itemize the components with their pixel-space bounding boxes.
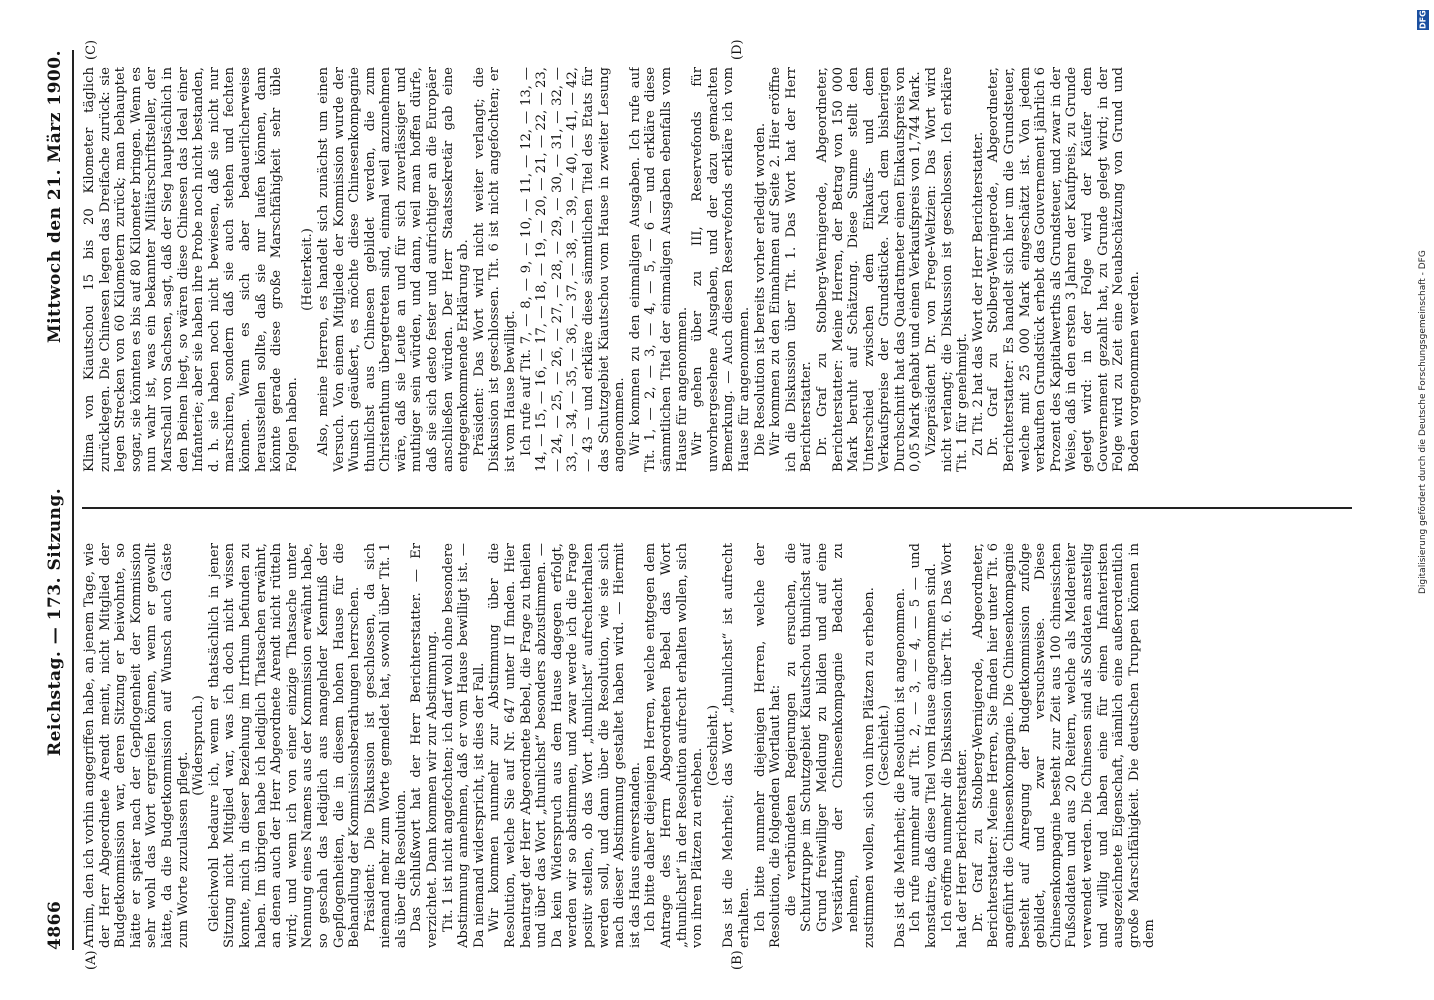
- interjection: (Geschieht.): [877, 704, 893, 787]
- paragraph: zustimmen wollen, sich von ihren Plätzen zu erheben.: [861, 587, 877, 948]
- session-date: Mittwoch den 21. März 1900.: [45, 50, 65, 344]
- paragraph: Präsident: Das Wort wird nicht weiter verlangt; die Diskussion ist geschlossen. Tit. 6 ist nicht angefochten; er ist vom Hause bewilligt.: [471, 67, 519, 472]
- header-rule: [72, 50, 74, 950]
- paragraph: Das ist die Mehrheit; das Wort „thunlichst“ ist aufrecht erhalten.: [721, 543, 752, 948]
- interjection: (Widerspruch.): [191, 695, 207, 796]
- paragraph: Ich rufe nunmehr auf Tit. 2, — 3, — 4, — 5 — und konstatire, daß diese Titel vom Hause angenommen sind.: [908, 543, 940, 948]
- paragraph: Also, meine Herren, es handelt sich zunächst um einen Versuch. Von einem Mitgliede der Kommission wurde der Wunsch geäußert, es möchte diese Chinesenkompagnie thunlichst aus Chinesen gebildet werden, die zum Christenthum übergetreten sind, einmal weil anzunehmen wäre, daß sie Leute an und für sich zuverlässiger und muthiger sein würden, und dann, weil man hoffen dürfe, daß sie sich desto fester und aufrichtiger an die Europäer anschließen würden. Der Herr Staatssekretär gab eine entgegenkommende Erklärung ab.: [315, 67, 472, 472]
- dfg-stamp: DFG: [1418, 10, 1428, 30]
- paragraph: Wir kommen zu den einmaligen Ausgaben. Ich rufe auf Tit. 1, — 2, — 3, — 4, — 5, — 6 — und erkläre diese sämmtlichen Titel der einmaligen Ausgaben ebenfalls vom Hause für angenommen.: [627, 67, 690, 472]
- paragraph: Wir gehen über zu III, Reservefonds für unvorhergesehene Ausgaben, und der dazu gemachten Bemerkung. — Auch diesen Reservefonds erkläre ich vom Hause für angenommen.: [690, 67, 752, 472]
- paragraph: Ich bitte nunmehr diejenigen Herren, welche der Resolution, die folgenden Wortlaut hat:: [752, 543, 784, 948]
- paragraph: Dr. Graf zu Stolberg-Wernigerode, Abgeordneter, Berichterstatter: Meine Herren, der Betrag von 150 000 Mark beruht auf Schätzung. Diese Summe stellt den Unterschied zwischen dem Einkaufs- und dem Verkaufspreise der Grundstücke. Nach dem bisherigen Durchschnitt hat das Quadratmeter einen Einkaufspreis von 0,05 Mark gehabt und einen Verkaufspreis von 1,744 Mark.: [814, 67, 924, 472]
- paragraph: Zu Tit. 2 hat das Wort der Herr Berichterstatter.: [970, 131, 986, 456]
- paragraph: Ich bitte daher diejenigen Herren, welche entgegen dem Antrage des Herrn Abgeordneten Bebel das Wort „thunlichst“ in der Resolution aufrecht erhalten wollen, sich von ihren Plätzen zu erheben.: [643, 543, 706, 948]
- digitization-note: Digitalisierung gefördert durch die Deutsche Forschungsgemeinschaft - DFG: [1418, 250, 1428, 594]
- right-column: [82, 67, 1352, 472]
- margin-marker-c: (C): [84, 39, 99, 60]
- interjection: (Heiterkeit.): [300, 228, 316, 311]
- paragraph: Vizepräsident Dr. von Frege-Weltzien: Das Wort wird nicht verlangt; die Diskussion ist geschlossen. Ich erkläre Tit. 1 für genehmigt.: [924, 67, 971, 472]
- session-title: Reichstag. — 173. Sitzung.: [45, 487, 65, 757]
- column-divider: [82, 507, 1352, 509]
- page-number: 4866: [45, 900, 65, 950]
- margin-marker-d: (D): [730, 39, 745, 60]
- paragraph: Das Schlußwort hat der Herr Berichterstatter. — Er verzichtet. Dann kommen wir zur Abstimmung.: [409, 543, 441, 948]
- paragraph: Ich rufe auf Tit. 7, — 8, — 9, — 10, — 11, — 12, — 13, — 14, — 15, — 16, — 17, — 18, — 19, — 20, — 21, — 22, — 23, — 24, — 25, — 26, — 27, — 28, — 29, — 30, — 31, — 32, — 33, — 34, — 35, — 36, — 37, — 38, — 39, — 40, — 41, — 42, — 43 — und erkläre diese sämmtlichen Titel des Etats für das Schutzgebiet Kiautschou vom Hause in zweiter Lesung angenommen.: [518, 67, 628, 472]
- paragraph: Dr. Graf zu Stolberg-Wernigerode, Abgeordneter, Berichterstatter: Es handelt sich hier um die Grundsteuer, welche mit 25 000 Mark eingeschätzt ist. Von jedem verkauften Grundstück erhebt das Gouvernement jährlich 6 Prozent des Kapitalwerths als Grundsteuer, und zwar in der Weise, daß in den ersten 3 Jahren der Kaufpreis, zu Grunde gelegt wird: in der Folge wird der Käufer dem Gouvernement gezahlt hat, zu Grunde gelegt wird; in der Folge wird zu Zeit eine Neuabschätzung von Grund und Boden vorgenommen werden.: [986, 67, 1142, 472]
- page-header: [38, 50, 72, 950]
- paragraph: Wir kommen nunmehr zur Abstimmung über die Resolution, welche Sie auf Nr. 647 unter II finden. Hier beantragt der Herr Abgeordnete Bebel, die Frage zu theilen und über das Wort „thunlichst“ besonders abzustimmen. — Da kein Widerspruch aus dem Hause dagegen erfolgt, werden wir so abstimmen, und zwar werde ich die Frage positiv stellen, ob das Wort „thunlichst“ aufrechterhalten werden soll, und dann über die Resolution, wie sie sich nach dieser Abstimmung gestaltet haben wird. — Hiermit ist das Haus einverstanden.: [487, 543, 643, 948]
- paragraph: Wir kommen zu den Einnahmen auf Seite 2. Hier eröffne ich die Diskussion über Tit. 1. Das Wort hat der Herr Berichterstatter.: [768, 67, 815, 472]
- paragraph: Ich eröffne nunmehr die Diskussion über Tit. 6. Das Wort hat der Herr Berichterstatter.: [939, 543, 971, 948]
- margin-marker-b: (B): [730, 950, 745, 970]
- paragraph: Dr. Graf zu Stolberg-Wernigerode, Abgeordneter, Berichterstatter: Meine Herren, Sie finden hier unter Tit. 6 angeführt die Chinesenkompagnie. Die Chinesenkompagnie besteht auf Anregung der Budgetkommission zufolge gebildet, und zwar versuchsweise. Diese Chinesenkompagnie besteht zur Zeit aus 100 chinesischen Fußsoldaten und aus 20 Reitern, welche als Meldereiter verwendet werden. Die Chinesen sind als Soldaten anstellig und willig und haben eine für einen Infanteristen ausgezeichnete Eigenschaft, nämlich eine außerordentlich große Marschfähigkeit. Die deutschen Truppen können in dem: [970, 543, 1158, 948]
- interjection: (Geschieht.): [705, 704, 721, 787]
- paragraph: Präsident: Die Diskussion ist geschlossen, da sich niemand mehr zum Worte gemeldet hat, sowohl über Tit. 1 als über die Resolution.: [362, 543, 409, 948]
- paragraph: Die Resolution ist bereits vorher erledigt worden.: [752, 122, 768, 456]
- paragraph: Tit. 1 ist nicht angefochten; ich darf wohl ohne besondere Abstimmung annehmen, daß er vom Hause bewilligt ist. — Da niemand widerspricht, ist dies der Fall.: [440, 543, 487, 948]
- left-column: [82, 543, 1352, 948]
- paragraph: Das ist die Mehrheit; die Resolution ist angenommen.: [892, 587, 908, 948]
- paragraph: Gleichwohl bedaure ich, wenn er thatsächlich in jener Sitzung nicht Mitglied war, was ich doch nicht wissen konnte, mich in dieser Beziehung im Irrthum befunden zu haben. Im übrigen habe ich lediglich Thatsachen erwähnt, an denen auch der Herr Abgeordnete Arendt nicht rütteln wird; und wenn ich von einer einzige Thatsache unter Nennung eines Namens aus der Kommission erwähnt habe, so geschah das lediglich aus mangelnder Kenntniß der Gepflogenheiten, die in diesem hohen Hause für die Behandlung der Kommissionsberathungen herrschen.: [206, 543, 363, 948]
- quoted-resolution: die verbündeten Regierungen zu ersuchen, die Schutztruppe im Schutzgebiet Kiautschou thunlichst auf Grund freiwilliger Meldung zu bilden und auf eine Verstärkung der Chinesenkompagnie Bedacht zu nehmen,: [783, 543, 862, 932]
- margin-marker-a: (A): [84, 950, 99, 970]
- paragraph: Arnim, den ich vorhin angegriffen habe, an jenem Tage, wie der Herr Abgeordnete Arendt meint, nicht Mitglied der Budgetkommission war, deren Sitzung er beiwohnte, so hätte er später nach der Gepflogenheit der Kommission sehr wohl das Wort ergreifen können, wenn er gewollt hätte, da die Budgetkommission auf Wunsch auch Gäste zum Worte zuzulassen pflegt.: [82, 543, 191, 948]
- paragraph: Klima von Kiautschou 15 bis 20 Kilometer täglich zurücklegen. Die Chinesen legen das Dreifache zurück: sie legen Strecken von 60 Kilometern zurück; man behauptet sogar, sie könnten es bis auf 80 Kilometer bringen. Wenn es nun wahr ist, was ein bekannter Militärschriftsteller, der Marschall von Sachsen, sagt, daß der Sieg hauptsächlich in den Beinen liegt, so wären diese Chinesen das Ideal einer Infanterie; aber sie haben ihre Probe noch nicht bestanden, d. h. sie haben noch nicht bewiesen, daß sie nicht nur marschiren, sondern daß sie auch stehen und fechten können. Wenn es sich aber bedauerlicherweise herausstellen sollte, daß sie nur laufen können, dann könnte gerade diese große Marschfähigkeit sehr üble Folgen haben.: [82, 67, 300, 472]
